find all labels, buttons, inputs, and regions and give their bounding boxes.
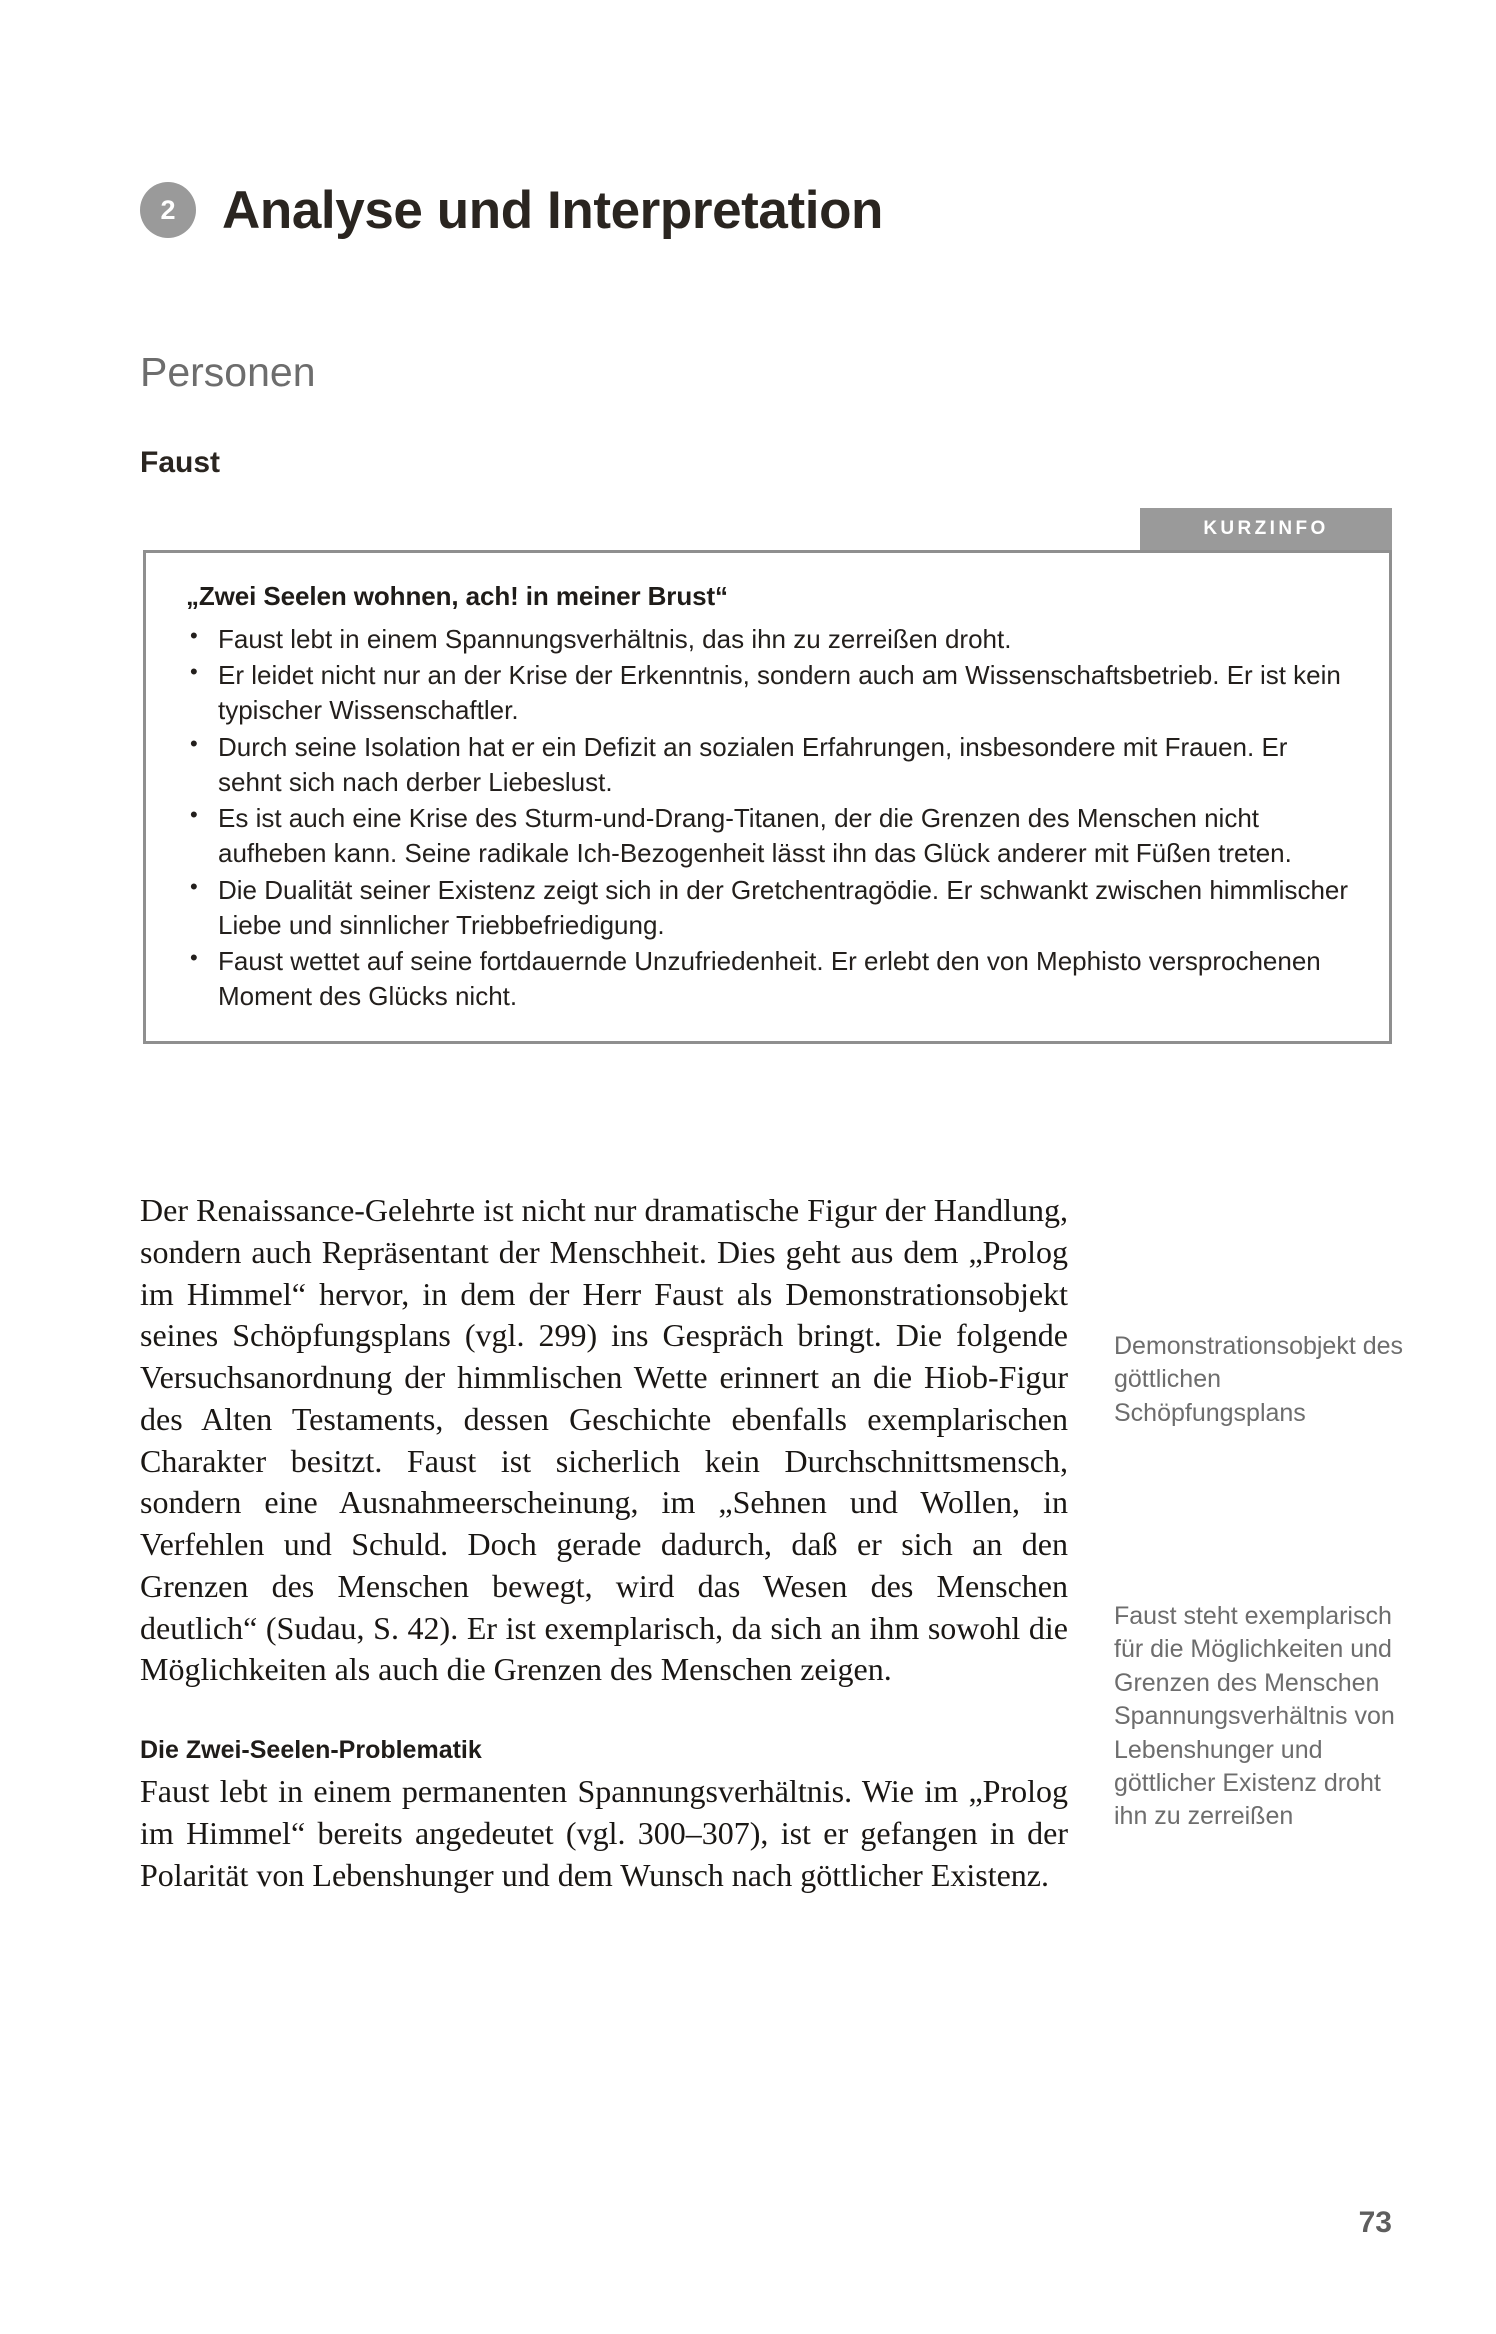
- chapter-title: Analyse und Interpretation: [222, 180, 884, 240]
- kurzinfo-box-title: „Zwei Seelen wohnen, ach! in meiner Brust“: [186, 581, 728, 611]
- body-paragraph-1: Der Renaissance-Gelehrte ist nicht nur dramatische Figur der Handlung, sondern auch Repräsentant der Menschheit. Dies geht aus dem „Prolog im Himmel“ hervor, in dem der Herr Faust als Demonstrationsobjekt seines Schöpfungsplans (vgl. 299) ins Gespräch bringt. Die folgende Versuchsanordnung der himmlischen Wette erinnert an die Hiob-Figur des Alten Testaments, dessen Geschichte ebenfalls exemplarischen Charakter besitzt. Faust ist sicherlich kein Durchschnittsmensch, sondern eine Ausnahmeerscheinung, im „Sehnen und Wollen, in Verfehlen und Schuld. Doch gerade dadurch, daß er sich an den Grenzen des Menschen bewegt, wird das Wesen des Menschen deutlich“ (Sudau, S. 42). Er ist exemplarisch, da sich an ihm sowohl die Möglichkeiten als auch die Grenzen des Menschen zeigen.: [140, 1192, 1068, 1688]
- kurzinfo-box: [143, 550, 1392, 1044]
- list-item: • Faust wettet auf seine fortdauernde Unzufriedenheit. Er erlebt den von Mephisto versprochenen Moment des Glücks nicht.: [180, 944, 1355, 1014]
- body-paragraph-2: Faust lebt in einem permanenten Spannungsverhältnis. Wie im „Prolog im Himmel“ bereits angedeutet (vgl. 300–307), ist er gefangen in der Polarität von Lebenshunger und dem Wunsch nach göttlicher Existenz.: [140, 1773, 1068, 1893]
- chapter-heading: [140, 182, 883, 238]
- kurzinfo-bullet-list: [180, 622, 1355, 1014]
- body-subheading: Die Zwei-Seelen-Problematik: [140, 1736, 482, 1764]
- page-number: 73: [1358, 2206, 1392, 2239]
- list-item: • Faust lebt in einem Spannungsverhältnis, das ihn zu zerreißen droht.: [180, 622, 1355, 657]
- chapter-number-badge: 2: [140, 182, 196, 238]
- margin-note-1: Demonstrationsobjekt des göttlichen Schöpfungsplans: [1114, 1332, 1404, 1427]
- list-item: • Die Dualität seiner Existenz zeigt sich in der Gretchentragödie. Er schwankt zwischen himmlischer Liebe und sinnlicher Triebbefriedigung.: [180, 873, 1355, 943]
- list-item: • Er leidet nicht nur an der Krise der Erkenntnis, sondern auch am Wissenschaftsbetrieb. Er ist kein typischer Wissenschaftler.: [180, 658, 1355, 728]
- list-item: • Es ist auch eine Krise des Sturm-und-Drang-Titanen, der die Grenzen des Menschen nicht aufheben kann. Seine radikale Ich-Bezogenheit lässt ihn das Glück anderer mit Füßen treten.: [180, 801, 1355, 871]
- margin-note-2: Faust steht exemplarisch für die Möglichkeiten und Grenzen des Menschen Spannungsverhältnis von Lebenshunger und göttlicher Existenz droht ihn zu zerreißen: [1114, 1602, 1395, 1831]
- kurzinfo-tab-label: KURZINFO: [1140, 508, 1392, 550]
- list-item: • Durch seine Isolation hat er ein Defizit an sozialen Erfahrungen, insbesondere mit Frauen. Er sehnt sich nach derber Liebeslust.: [180, 730, 1355, 800]
- body-text-column: [140, 1190, 1068, 1896]
- subsection-heading: Faust: [140, 446, 221, 479]
- section-heading: Personen: [140, 349, 316, 395]
